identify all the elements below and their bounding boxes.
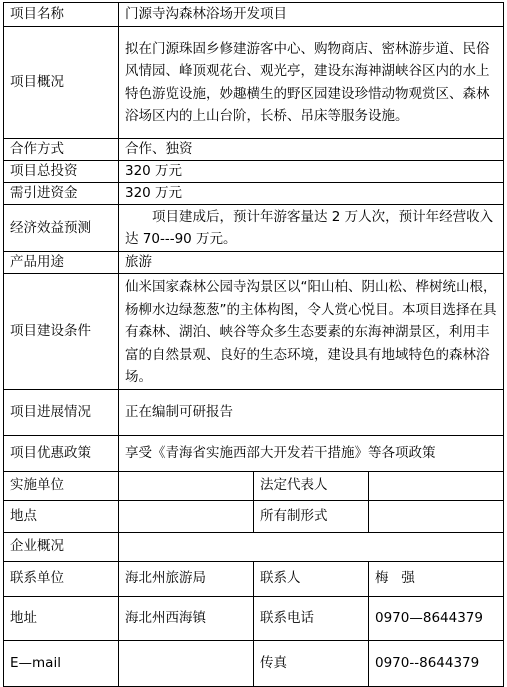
row-product-use bbox=[4, 252, 504, 274]
address-value: 海北州西海镇 bbox=[119, 596, 254, 640]
row-funds-needed bbox=[4, 183, 504, 205]
row-location bbox=[4, 500, 504, 532]
implementer-value bbox=[119, 471, 254, 500]
funds-needed-value: 320 万元 bbox=[119, 183, 504, 205]
economic-value: 项目建成后，预计年游客量达 2 万人次，预计年经营收入达 70---90 万元。 bbox=[119, 205, 504, 252]
economic-label: 经济效益预测 bbox=[4, 205, 119, 252]
overview-value: 拟在门源珠固乡修建游客中心、购物商店、密林游步道、民俗风情园、峰顶观花台、观光亭，建设东海神湖峡谷区内的水上特色游览设施，妙趣横生的野区园建设珍惜动物观赏区、森林浴场区内的上山台阶，长桥、吊床等服务设施。 bbox=[119, 27, 504, 139]
location-label: 地点 bbox=[4, 500, 119, 532]
project-name-value: 门源寺沟森林浴场开发项目 bbox=[119, 3, 504, 27]
legal-rep-label: 法定代表人 bbox=[254, 471, 369, 500]
contact-person-label: 联系人 bbox=[254, 561, 369, 596]
row-overview bbox=[4, 27, 504, 139]
implementer-label: 实施单位 bbox=[4, 471, 119, 500]
cooperation-value: 合作、独资 bbox=[119, 139, 504, 161]
product-use-label: 产品用途 bbox=[4, 252, 119, 274]
row-address bbox=[4, 596, 504, 640]
phone-label: 联系电话 bbox=[254, 596, 369, 640]
total-investment-label: 项目总投资 bbox=[4, 161, 119, 183]
row-project-name bbox=[4, 3, 504, 27]
row-cooperation bbox=[4, 139, 504, 161]
policy-label: 项目优惠政策 bbox=[4, 435, 119, 471]
email-value bbox=[119, 640, 254, 686]
fax-value: 0970--8644379 bbox=[369, 640, 504, 686]
progress-label: 项目进展情况 bbox=[4, 389, 119, 435]
total-investment-value: 320 万元 bbox=[119, 161, 504, 183]
row-email bbox=[4, 640, 504, 686]
row-policy bbox=[4, 435, 504, 471]
legal-rep-value bbox=[369, 471, 504, 500]
row-contact-unit bbox=[4, 561, 504, 596]
address-label: 地址 bbox=[4, 596, 119, 640]
contact-unit-label: 联系单位 bbox=[4, 561, 119, 596]
project-info-table bbox=[3, 2, 504, 687]
ownership-value bbox=[369, 500, 504, 532]
overview-label: 项目概况 bbox=[4, 27, 119, 139]
row-conditions bbox=[4, 274, 504, 390]
row-implementer bbox=[4, 471, 504, 500]
row-total-investment bbox=[4, 161, 504, 183]
enterprise-label: 企业概况 bbox=[4, 532, 119, 561]
row-economic bbox=[4, 205, 504, 252]
conditions-label: 项目建设条件 bbox=[4, 274, 119, 390]
progress-value: 正在编制可研报告 bbox=[119, 389, 504, 435]
conditions-value: 仙米国家森林公园寺沟景区以“阳山柏、阴山松、桦树统山根，杨柳水边绿葱葱”的主体构图，令人赏心悦目。本项目选择在具有森林、湖泊、峡谷等众多生态要素的东海神湖景区，利用丰富的自然景观、良好的生态环境，建设具有地域特色的森林浴场。 bbox=[119, 274, 504, 390]
project-name-label: 项目名称 bbox=[4, 3, 119, 27]
cooperation-label: 合作方式 bbox=[4, 139, 119, 161]
contact-unit-value: 海北州旅游局 bbox=[119, 561, 254, 596]
fax-label: 传真 bbox=[254, 640, 369, 686]
ownership-label: 所有制形式 bbox=[254, 500, 369, 532]
enterprise-value bbox=[119, 532, 504, 561]
policy-value: 享受《青海省实施西部大开发若干措施》等各项政策 bbox=[119, 435, 504, 471]
row-progress bbox=[4, 389, 504, 435]
row-enterprise bbox=[4, 532, 504, 561]
location-value bbox=[119, 500, 254, 532]
phone-value: 0970—8644379 bbox=[369, 596, 504, 640]
funds-needed-label: 需引进资金 bbox=[4, 183, 119, 205]
product-use-value: 旅游 bbox=[119, 252, 504, 274]
email-label: E—mail bbox=[4, 640, 119, 686]
contact-person-value: 梅 强 bbox=[369, 561, 504, 596]
